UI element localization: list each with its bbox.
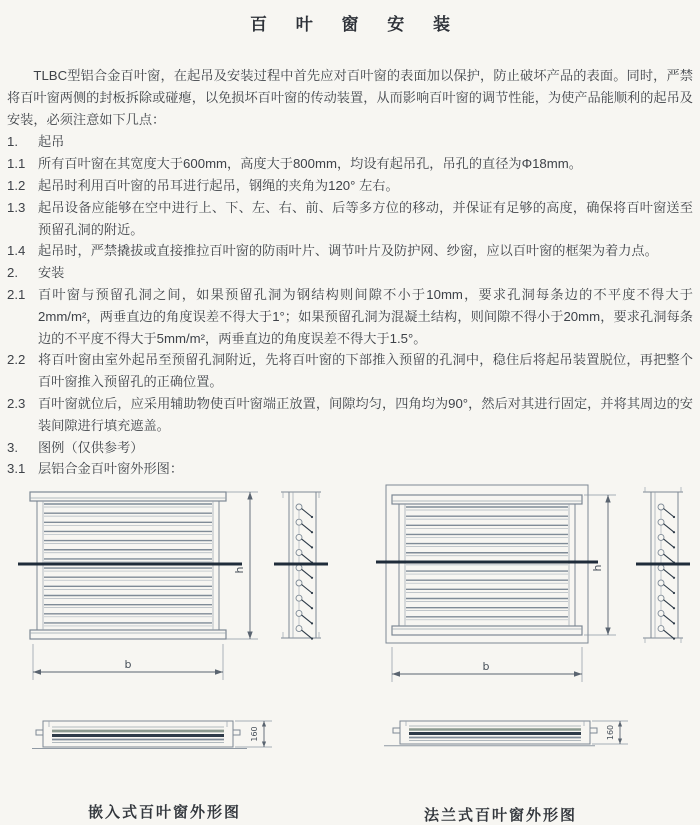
item-number: 1.3 — [7, 199, 26, 215]
list-item — [7, 349, 693, 393]
intro-paragraph: TLBC型铝合金百叶窗，在起吊及安装过程中首先应对百叶窗的表面加以保护，防止破坏产品的表面。同时，严禁将百叶窗两侧的封板拆除或碰瘪，以免损坏百叶窗的传动装置，从而影响百叶窗的调节性能，为使产品能顺利的起吊及安装，必须注意如下几点： — [7, 68, 693, 127]
item-text: 层铝合金百叶窗外形图： — [38, 461, 184, 477]
item-text: 所有百叶窗在其宽度大于600mm，高度大于800mm，均设有起吊孔，吊孔的直径为Φ18mm。 — [38, 156, 582, 172]
width-dim-label: b — [482, 660, 490, 673]
depth-dim-label: 160 — [606, 724, 615, 741]
item-number: 1.2 — [7, 177, 26, 193]
item-text: 起吊设备应能够在空中进行上、下、左、右、前、后等多方位的移动，并保证有足够的高度，确保将百叶窗送至预留孔洞的附近。 — [38, 199, 693, 237]
flange-dim-h — [584, 495, 616, 635]
item-number: 2. — [7, 265, 18, 281]
flange-front-view — [376, 485, 598, 643]
item-number: 2.3 — [7, 395, 26, 411]
caption-flange-louver: 法兰式百叶窗外形图 — [424, 807, 578, 824]
list-item — [7, 437, 693, 459]
louver-blades — [658, 504, 675, 640]
flange-dim-b — [392, 647, 582, 682]
height-dim-label: h — [233, 566, 246, 574]
list-item — [7, 197, 693, 241]
louver-drawings-svg — [0, 480, 700, 825]
item-number: 3. — [7, 439, 18, 455]
item-text: 起吊 — [38, 134, 65, 150]
list-item — [7, 284, 693, 349]
document-body — [7, 65, 693, 480]
item-number: 3.1 — [7, 461, 26, 477]
embedded-dim-b — [33, 644, 223, 680]
item-text: 起吊时利用百叶窗的吊耳进行起吊，钢绳的夹角为120° 左右。 — [38, 177, 399, 193]
width-dim-label: b — [124, 658, 132, 671]
item-number: 1.1 — [7, 156, 26, 172]
list-item — [7, 393, 693, 437]
caption-embedded-louver: 嵌入式百叶窗外形图 — [88, 804, 242, 821]
pivot-pin — [393, 728, 400, 733]
item-text: 百叶窗与预留孔洞之间，如果预留孔洞为钢结构则间隙不小于10mm，要求孔洞每条边的不平度不得大于2mm/m²，两垂直边的角度误差不得大于1°；如果预留孔洞为混凝土结构，则间隙不得小于20mm，要求孔洞每条边的不平度不得大于5mm/m²，两垂直边的角度误差不得大于1.5°。 — [38, 286, 693, 346]
list-item — [7, 131, 693, 153]
item-number: 2.1 — [7, 286, 26, 302]
pivot-pin — [233, 730, 240, 735]
louver-blades — [296, 504, 313, 640]
item-number: 1. — [7, 134, 18, 150]
embedded-side-view — [274, 492, 328, 640]
depth-dim-label: 160 — [250, 726, 259, 742]
list-item — [7, 153, 693, 175]
embedded-plan-view — [32, 721, 247, 749]
list-item — [7, 175, 693, 197]
item-text: 将百叶窗由室外起吊至预留孔洞附近，先将百叶窗的下部推入预留的孔洞中，稳住后将起吊装置脱位，再把整个百叶窗推入预留孔的正确位置。 — [38, 352, 693, 390]
item-text: 图例（仅供参考） — [38, 439, 144, 455]
height-dim-label: h — [591, 564, 604, 572]
pivot-pin — [36, 730, 43, 735]
page-title: 百 叶 窗 安 装 — [250, 15, 462, 34]
item-text: 起吊时，严禁撬拔或直接推拉百叶窗的防雨叶片、调节叶片及防护网、纱窗，应以百叶窗的框架为着力点。 — [38, 243, 658, 259]
flange-side-view — [636, 487, 690, 643]
item-text: 安装 — [38, 265, 65, 281]
list-item — [7, 240, 693, 262]
embedded-front-view — [18, 492, 242, 639]
item-number: 2.2 — [7, 352, 26, 368]
list-item — [7, 262, 693, 284]
item-text: 百叶窗就位后，应采用辅助物使百叶窗端正放置，间隙均匀，四角均为90°，然后对其进行固定，并将其周边的安装间隙进行填充遮盖。 — [38, 395, 693, 433]
embedded-dim-160 — [235, 721, 272, 747]
flange-plan-view — [384, 721, 597, 746]
pivot-pin — [590, 728, 597, 733]
list-item — [7, 458, 693, 480]
item-number: 1.4 — [7, 243, 26, 259]
louver-figure — [0, 480, 700, 825]
